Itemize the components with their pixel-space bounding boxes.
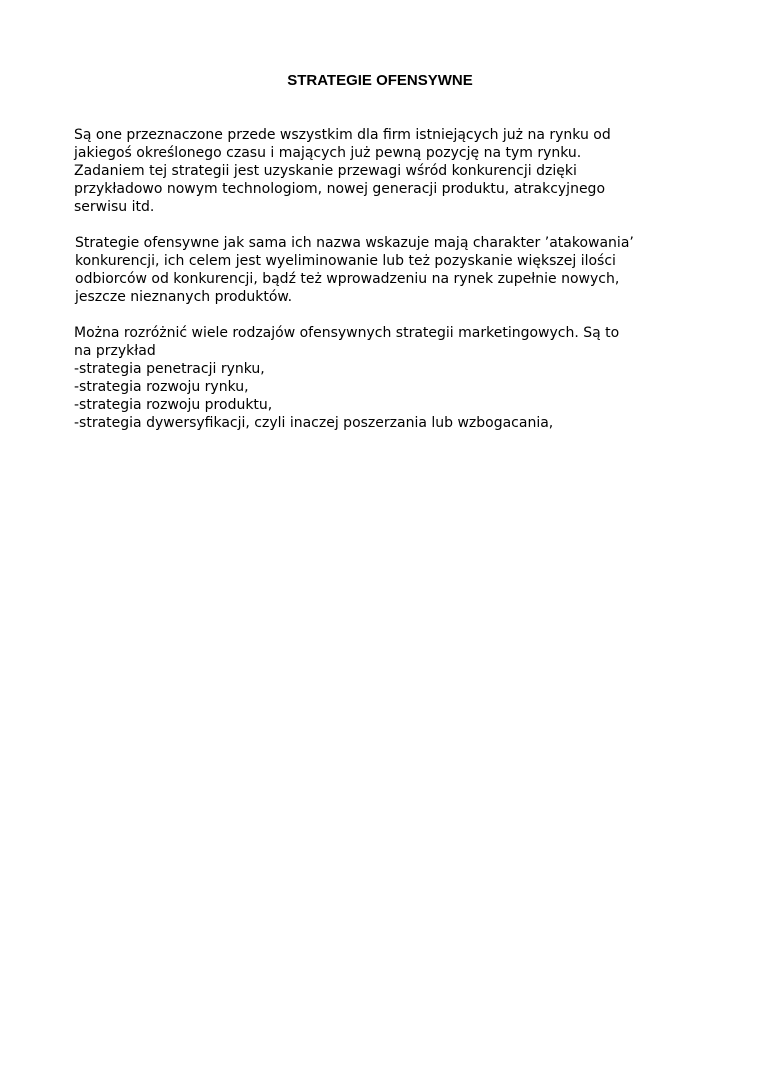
list-item: -strategia penetracji rynku, bbox=[74, 361, 265, 377]
list-item: -strategia rozwoju produktu, bbox=[74, 397, 273, 413]
text-line: odbiorców od konkurencji, bądź też wprowadzeniu na rynek zupełnie nowych, bbox=[75, 271, 620, 287]
list-item: -strategia rozwoju rynku, bbox=[74, 379, 249, 395]
paragraph-definition bbox=[75, 234, 715, 306]
text-line: serwisu itd. bbox=[74, 199, 155, 215]
text-line: konkurencji, ich celem jest wyeliminowanie lub też pozyskanie większej ilości bbox=[75, 253, 616, 269]
text-line: przykładowo nowym technologiom, nowej generacji produktu, atrakcyjnego bbox=[74, 181, 606, 197]
text-line: na przykład bbox=[74, 343, 156, 359]
text-line: Są one przeznaczone przede wszystkim dla firm istniejących już na rynku od bbox=[74, 127, 611, 143]
text-line: jakiegoś określonego czasu i mających już pewną pozycję na tym rynku. bbox=[74, 145, 582, 161]
text-line: Strategie ofensywne jak sama ich nazwa wskazuje mają charakter ’atakowania’ bbox=[75, 235, 634, 251]
document-title: STRATEGIE OFENSYWNE bbox=[287, 72, 473, 89]
paragraph-intro bbox=[74, 126, 714, 216]
text-line: Można rozróżnić wiele rodzajów ofensywnych strategii marketingowych. Są to bbox=[74, 325, 620, 341]
paragraph-strategy-list bbox=[74, 324, 714, 432]
text-line: jeszcze nieznanych produktów. bbox=[75, 289, 293, 305]
text-line: Zadaniem tej strategii jest uzyskanie przewagi wśród konkurencji dzięki bbox=[74, 163, 577, 179]
list-item: -strategia dywersyfikacji, czyli inaczej poszerzania lub wzbogacania, bbox=[74, 415, 554, 431]
